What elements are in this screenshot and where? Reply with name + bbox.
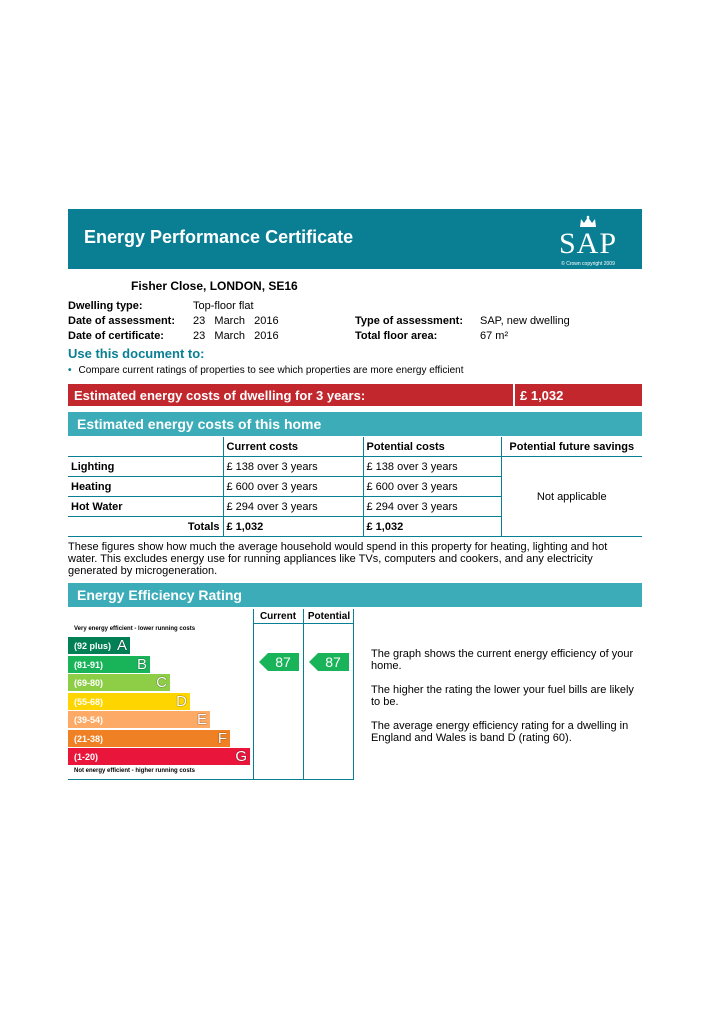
property-address: Fisher Close, LONDON, SE16	[131, 279, 298, 293]
band-range: (69-80)	[74, 678, 104, 688]
dwelling-type-label: Dwelling type:	[68, 300, 143, 312]
current-cost-cell: £ 600 over 3 years	[223, 477, 363, 497]
rating-band-b	[68, 656, 150, 673]
sap-copyright: © Crown copyright 2009	[561, 261, 615, 267]
col-potential-costs: Potential costs	[363, 437, 501, 457]
rating-section-heading	[68, 583, 642, 607]
band-range: (55-68)	[74, 696, 104, 707]
type-assessment-value: SAP, new dwelling	[480, 315, 570, 327]
floor-area-value: 67 m²	[480, 330, 509, 342]
total-current: £ 1,032	[223, 517, 363, 537]
current-rating-arrow	[259, 653, 299, 671]
potential-rating-value: 87	[325, 654, 341, 670]
rating-col-potential: Potential	[307, 611, 351, 622]
date-certificate-value: 23 March 2016	[193, 330, 279, 342]
date-assessment-label: Date of assessment:	[68, 315, 175, 327]
potential-cost-cell: £ 294 over 3 years	[363, 497, 501, 517]
band-letter: E	[196, 711, 207, 728]
bullet-text: Compare current ratings of properties to see which properties are more energy efficient	[78, 365, 464, 376]
rating-band-d	[68, 693, 190, 710]
band-range: (21-38)	[74, 733, 104, 744]
page-title: Energy Performance Certificate	[84, 227, 354, 247]
band-letter: F	[217, 729, 227, 747]
rating-explanation-3: The average energy efficiency rating for a dwelling in England and Wales is band D (rating 60).	[371, 720, 629, 744]
date-certificate-label: Date of certificate:	[68, 330, 164, 342]
estimated-costs-label: Estimated energy costs of dwelling for 3 years:	[74, 388, 366, 403]
rating-band-e	[68, 711, 210, 728]
band-letter: A	[116, 637, 127, 654]
current-cost-cell: £ 294 over 3 years	[223, 497, 363, 517]
costs-table	[68, 437, 642, 537]
band-letter: G	[235, 748, 247, 765]
savings-cell: Not applicable	[501, 457, 642, 537]
band-letter: D	[176, 692, 187, 710]
costs-section-heading	[68, 412, 642, 436]
potential-cost-cell: £ 138 over 3 years	[363, 457, 501, 477]
current-cost-cell: £ 138 over 3 years	[223, 457, 363, 477]
use-document-bullet	[68, 365, 464, 376]
band-range: (1-20)	[74, 752, 99, 762]
rating-explanation-2: The higher the rating the lower your fuel bills are likely to be.	[371, 684, 634, 708]
band-letter: C	[156, 674, 167, 691]
sap-logo-text: SAP	[558, 227, 618, 260]
rating-band-f	[68, 730, 230, 747]
potential-cost-cell: £ 600 over 3 years	[363, 477, 501, 497]
crown-icon	[578, 215, 598, 229]
dwelling-type-value: Top-floor flat	[193, 300, 254, 312]
col-current-costs: Current costs	[223, 437, 363, 457]
row-label: Lighting	[71, 460, 115, 473]
estimated-costs-banner	[68, 384, 642, 406]
total-potential: £ 1,032	[363, 517, 501, 537]
band-range: (92 plus)	[74, 641, 112, 651]
costs-section-title: Estimated energy costs of this home	[77, 416, 322, 432]
rating-band-a	[68, 637, 130, 654]
use-document-heading: Use this document to:	[68, 346, 205, 361]
totals-label: Totals	[187, 520, 220, 533]
row-label: Heating	[71, 480, 112, 493]
floor-area-label: Total floor area:	[355, 330, 438, 342]
rating-bottom-caption: Not energy efficient - higher running costs	[74, 768, 196, 774]
rating-col-current: Current	[259, 611, 297, 622]
band-letter: B	[136, 655, 147, 673]
rating-explanation-1: The graph shows the current energy efficiency of your home.	[371, 648, 634, 672]
sap-logo	[548, 215, 628, 267]
rating-band-c	[68, 674, 170, 691]
costs-note: These figures show how much the average household would spend in this property for heating, lighting and hot water. This excludes energy use for running appliances like TVs, computers and cookers, and any electricity generated by microgeneration.	[68, 541, 608, 577]
rating-section-title: Energy Efficiency Rating	[77, 587, 242, 603]
potential-rating-arrow	[309, 653, 349, 671]
table-row	[68, 457, 642, 477]
col-future-savings: Potential future savings	[501, 437, 642, 457]
rating-band-g	[68, 748, 250, 765]
bullet-icon: •	[68, 365, 72, 376]
current-rating-value: 87	[275, 654, 291, 670]
type-assessment-label: Type of assessment:	[355, 315, 464, 327]
certificate-header	[68, 209, 642, 269]
band-range: (81-91)	[74, 659, 104, 670]
row-label: Hot Water	[71, 500, 123, 513]
date-assessment-value: 23 March 2016	[193, 315, 279, 327]
rating-top-caption: Very energy efficient - lower running costs	[74, 626, 196, 632]
estimated-costs-value: £ 1,032	[520, 388, 564, 403]
efficiency-rating-chart	[68, 609, 354, 780]
band-range: (39-54)	[74, 715, 104, 725]
